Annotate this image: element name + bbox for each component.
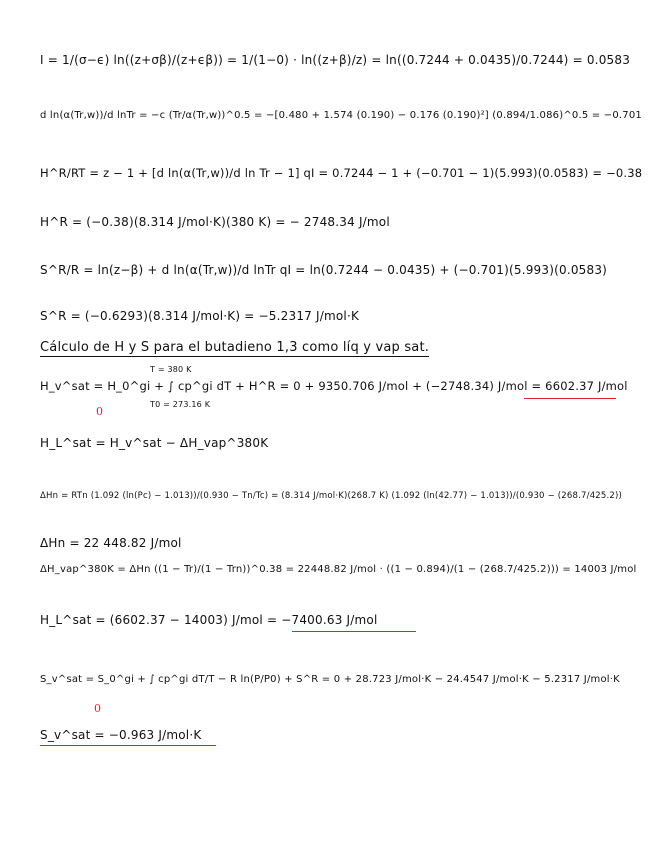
equation-HR-RT (40, 165, 642, 181)
equation-deltaHvap (40, 562, 637, 578)
equation-HR (40, 214, 390, 230)
result-underline-Hv (524, 398, 616, 399)
equation-HL-sat (40, 612, 378, 628)
equation-deltaHn-text: ΔHn = RTn (1.092 (ln(Pc) − 1.013))/(0.930 − Tn/Tc) = (8.314 J/mol·K)(268.7 K) (1.092 (ln(42.77) − 1.013))/(0.930 − (268.7/425.2)) (40, 491, 623, 501)
equation-SR-text: S^R = (−0.6293)(8.314 J/mol·K) = −5.2317 J/mol·K (40, 309, 360, 323)
equation-HR-RT-text: H^R/RT = z − 1 + [d ln(α(Tr,w))/d ln Tr − 1] qI = 0.7244 − 1 + (−0.701 − 1)(5.993)(0.0583) = −0.38 (40, 166, 643, 180)
result-underline-Sv (40, 745, 216, 746)
equation-Sv-sat-result-text: S_v^sat = −0.963 J/mol·K (40, 728, 202, 742)
equation-deltaHn (40, 488, 622, 504)
integral-upper-limit: T = 380 K (150, 365, 192, 374)
equation-HL-def (40, 435, 268, 451)
equation-Hv-sat-text: H_v^sat = H_0^gi + ∫ cp^gi dT + H^R = 0 + 9350.706 J/mol + (−2748.34) J/mol = 6602.37 J/mol (40, 379, 628, 393)
equation-SR-R-text: S^R/R = ln(z−β) + d ln(α(Tr,w))/d lnTr qI = ln(0.7244 − 0.0435) + (−0.701)(5.993)(0.0583) (40, 263, 608, 277)
equation-Sv-sat-result (40, 727, 201, 743)
equation-HR-text: H^R = (−0.38)(8.314 J/mol·K)(380 K) = − 2748.34 J/mol (40, 215, 390, 229)
equation-Sv-sat-text: S_v^sat = S_0^gi + ∫ cp^gi dT/T − R ln(P/P0) + S^R = 0 + 28.723 J/mol·K − 24.4547 J/mol·K − 5.2317 J/mol·K (40, 674, 620, 685)
section-heading (40, 340, 429, 356)
equation-I-text: I = 1/(σ−ϵ) ln((z+σβ)/(z+ϵβ)) = 1/(1−0) · ln((z+β)/z) = ln((0.7244 + 0.0435)/0.7244) = 0.0583 (40, 53, 631, 67)
zero-mark-2: 0 (94, 702, 101, 715)
equation-Hv-sat (40, 378, 628, 394)
zero-mark: 0 (96, 405, 103, 418)
equation-dlnalpha (40, 108, 642, 124)
equation-HL-def-text: H_L^sat = H_v^sat − ΔH_vap^380K (40, 436, 269, 450)
section-heading-text: Cálculo de H y S para el butadieno 1,3 como líq y vap sat. (40, 340, 430, 355)
equation-dlnalpha-text: d ln(α(Tr,w))/d lnTr = −c (Tr/α(Tr,w))^0.5 = −[0.480 + 1.574 (0.190) − 0.176 (0.190)²] (0.894/1.086)^0.5 = −0.701 (40, 110, 642, 121)
equation-deltaHn-result (40, 535, 182, 551)
equation-HL-sat-text: H_L^sat = (6602.37 − 14003) J/mol = −7400.63 J/mol (40, 613, 378, 627)
equation-deltaHn-result-text: ΔHn = 22 448.82 J/mol (40, 536, 182, 550)
equation-I (40, 52, 630, 68)
equation-SR (40, 308, 359, 324)
equation-Sv-sat (40, 672, 620, 688)
result-underline-HL (292, 631, 416, 632)
equation-SR-R (40, 262, 607, 278)
equation-deltaHvap-text: ΔH_vap^380K = ΔHn ((1 − Tr)/(1 − Trn))^0.38 = 22448.82 J/mol · ((1 − 0.894)/(1 − (268.7/425.2))) = 14003 J/mol (40, 564, 637, 575)
integral-lower-limit: T0 = 273.16 K (150, 400, 211, 409)
